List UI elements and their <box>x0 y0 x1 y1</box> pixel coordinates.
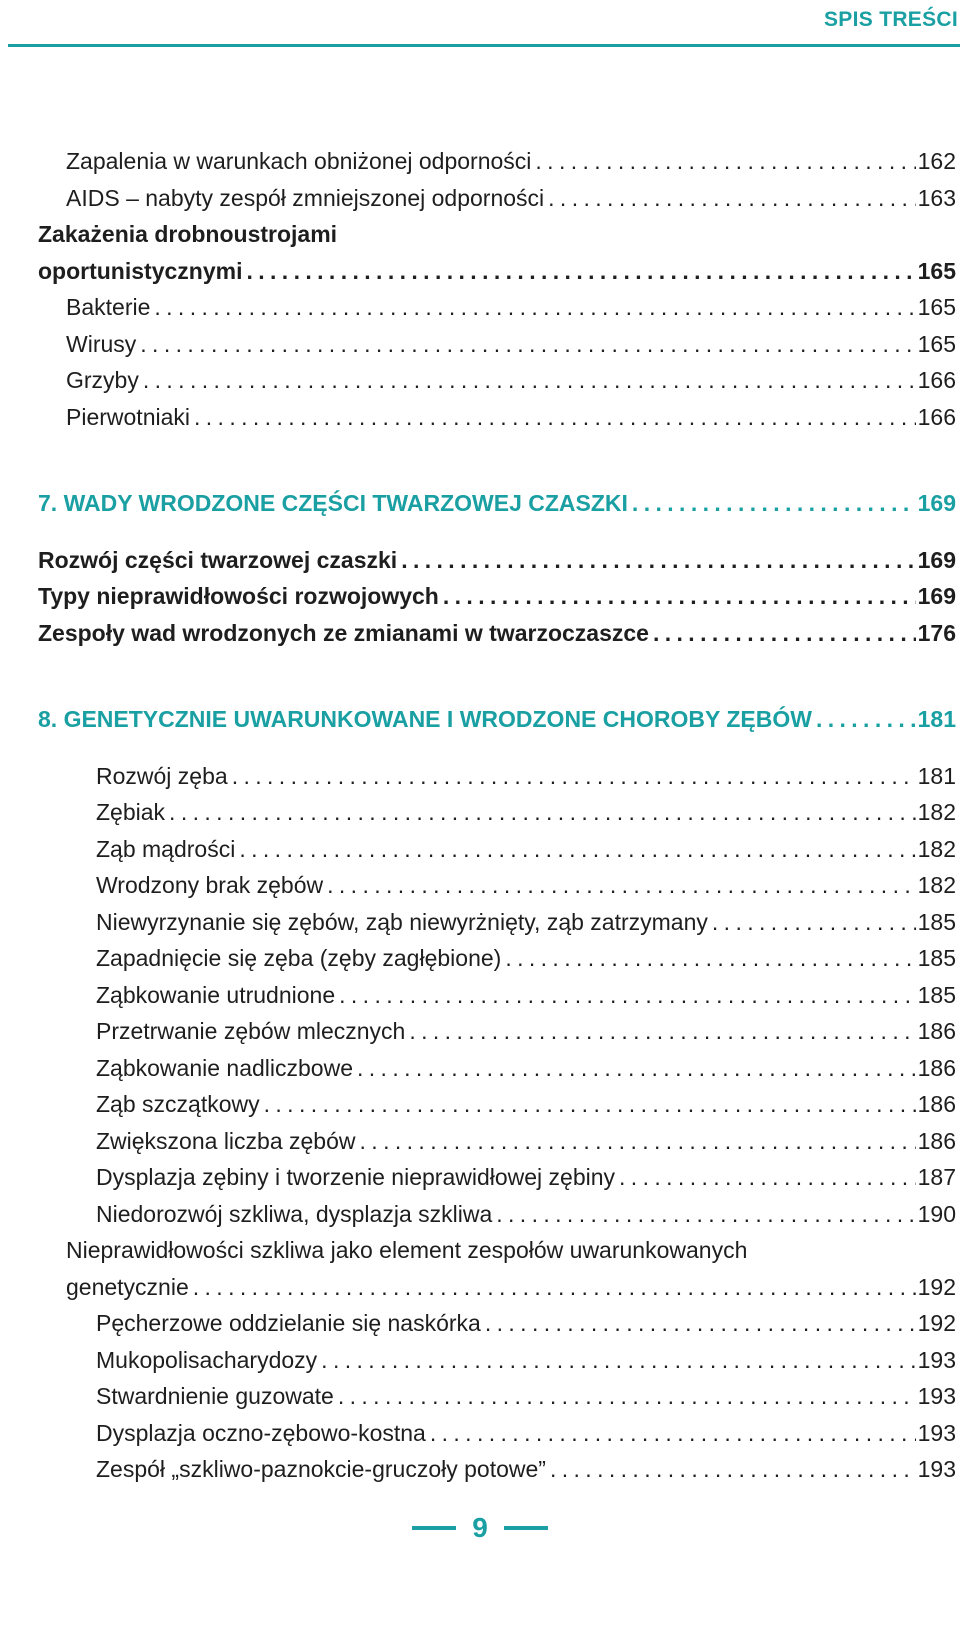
toc-entry-page: 185 <box>917 981 956 1008</box>
dot-leader <box>232 758 916 795</box>
dot-leader <box>443 578 916 615</box>
toc-entry-title: Niedorozwój szkliwa, dysplazja szkliwa <box>96 1200 493 1227</box>
toc-entry[interactable] <box>0 758 960 795</box>
toc-entry[interactable] <box>0 1123 960 1160</box>
toc-entry-title: Ząbkowanie nadliczbowe <box>96 1054 353 1081</box>
toc-entry-page: 169 <box>917 546 956 573</box>
toc-entry-title: Dysplazja zębiny i tworzenie nieprawidłowej zębiny <box>96 1164 616 1190</box>
header-divider <box>8 44 960 47</box>
toc-entry-page: 193 <box>917 1346 956 1373</box>
toc-entry[interactable] <box>0 940 960 977</box>
toc-entry-page: 182 <box>917 835 956 862</box>
toc-entry[interactable] <box>0 289 960 326</box>
toc-entry[interactable] <box>0 1305 960 1342</box>
toc-entry[interactable] <box>0 1378 960 1415</box>
toc-entry-page: 169 <box>917 583 956 609</box>
toc-entry-title: Przetrwanie zębów mlecznych <box>96 1018 406 1044</box>
dot-leader <box>360 1123 916 1160</box>
subsection-heading-page: 192 <box>917 1273 956 1300</box>
section-heading[interactable] <box>0 253 960 290</box>
toc-entry[interactable] <box>0 542 960 579</box>
dot-leader <box>143 362 916 399</box>
toc-entry-page: 185 <box>917 908 956 935</box>
toc-entry-title: Stwardnienie guzowate <box>96 1383 334 1409</box>
dot-leader <box>632 485 916 522</box>
toc-entry[interactable] <box>0 362 960 399</box>
toc-entry-page: 186 <box>917 1018 956 1044</box>
dot-leader <box>321 1342 915 1379</box>
toc-entry[interactable] <box>0 831 960 868</box>
toc-entry[interactable] <box>0 1086 960 1123</box>
page-number: 9 <box>472 1512 488 1543</box>
footer-dash-left <box>412 1526 456 1530</box>
toc-entry-title: Wrodzony brak zębów <box>96 872 324 898</box>
toc-entry-page: 163 <box>917 184 956 211</box>
dot-leader <box>154 289 915 326</box>
toc-entry[interactable] <box>0 143 960 180</box>
section-heading-page: 165 <box>917 257 956 284</box>
toc-entry-title: Zespół „szkliwo-paznokcie-gruczoły potowe” <box>96 1456 546 1482</box>
dot-leader <box>357 1050 916 1087</box>
dot-leader <box>327 867 916 904</box>
toc-entry-page: 166 <box>917 403 956 430</box>
toc-entry[interactable] <box>0 904 960 941</box>
dot-leader <box>535 143 915 180</box>
dot-leader <box>485 1305 916 1342</box>
toc-entry-title: Zapalenia w warunkach obniżonej odporności <box>66 148 532 174</box>
page-footer <box>0 1508 960 1548</box>
subsection-heading[interactable] <box>0 1269 960 1306</box>
toc-entry-page: 193 <box>917 1383 956 1409</box>
toc-entry-title: Zwiększona liczba zębów <box>96 1127 356 1154</box>
toc-entry[interactable] <box>0 1159 960 1196</box>
toc-entry-title: Dysplazja oczno-zębowo-kostna <box>96 1419 426 1446</box>
toc-entry[interactable] <box>0 180 960 217</box>
toc-entry[interactable] <box>0 615 960 652</box>
dot-leader <box>246 253 915 290</box>
running-header-title: SPIS TREŚCI <box>824 8 958 31</box>
chapter-title: 7. WADY WRODZONE CZĘŚCI TWARZOWEJ CZASZKI <box>38 490 628 516</box>
section-heading-line1[interactable]: Zakażenia drobnoustrojami <box>38 221 338 247</box>
table-of-contents <box>0 143 960 1488</box>
toc-entry-title: Ząb szczątkowy <box>96 1091 260 1117</box>
toc-entry[interactable] <box>0 1050 960 1087</box>
toc-entry-title: Typy nieprawidłowości rozwojowych <box>38 583 439 609</box>
subsection-heading-line1[interactable]: Nieprawidłowości szkliwa jako element zespołów uwarunkowanych <box>66 1237 748 1263</box>
toc-entry-title: Wirusy <box>66 330 137 357</box>
chapter-page: 181 <box>917 706 956 732</box>
toc-entry-title: Zębiak <box>96 799 166 825</box>
toc-entry[interactable] <box>0 1196 960 1233</box>
toc-entry-page: 186 <box>917 1054 956 1081</box>
toc-entry[interactable] <box>0 1013 960 1050</box>
toc-entry[interactable] <box>0 326 960 363</box>
dot-leader <box>339 977 916 1014</box>
chapter-title: 8. GENETYCZNIE UWARUNKOWANE I WRODZONE CHOROBY ZĘBÓW <box>38 706 812 732</box>
toc-entry[interactable] <box>0 794 960 831</box>
toc-entry-page: 185 <box>917 945 956 971</box>
dot-leader <box>401 542 915 579</box>
toc-entry[interactable] <box>0 399 960 436</box>
dot-leader <box>712 904 916 941</box>
dot-leader <box>653 615 916 652</box>
toc-entry-title: Pierwotniaki <box>66 403 190 430</box>
chapter-page: 169 <box>917 490 956 516</box>
toc-entry[interactable] <box>0 977 960 1014</box>
toc-entry-title: Niewyrzynanie się zębów, ząb niewyrżnięty, ząb zatrzymany <box>96 908 708 935</box>
footer-dash-right <box>504 1526 548 1530</box>
dot-leader <box>169 794 916 831</box>
dot-leader <box>140 326 915 363</box>
toc-entry-page: 182 <box>917 872 956 898</box>
toc-entry-title: Ząb mądrości <box>96 835 236 862</box>
toc-entry-page: 165 <box>917 330 956 357</box>
dot-leader <box>505 940 915 977</box>
toc-entry-page: 166 <box>917 367 956 393</box>
dot-leader <box>496 1196 915 1233</box>
toc-entry-page: 187 <box>917 1164 956 1190</box>
toc-entry[interactable] <box>0 1342 960 1379</box>
toc-entry-title: Zapadnięcie się zęba (zęby zagłębione) <box>96 945 502 971</box>
toc-entry-page: 182 <box>917 799 956 825</box>
dot-leader <box>409 1013 915 1050</box>
dot-leader <box>264 1086 916 1123</box>
toc-entry-title: Bakterie <box>66 294 151 320</box>
toc-entry-page: 190 <box>917 1200 956 1227</box>
dot-leader <box>619 1159 916 1196</box>
toc-entry-title: Ząbkowanie utrudnione <box>96 981 336 1008</box>
dot-leader <box>550 1451 916 1488</box>
dot-leader <box>430 1415 916 1452</box>
toc-entry-title: Mukopolisacharydozy <box>96 1346 318 1373</box>
section-heading-title: oportunistycznymi <box>38 257 243 284</box>
dot-leader <box>193 1269 916 1306</box>
dot-leader <box>816 701 916 738</box>
toc-entry-page: 162 <box>917 148 956 174</box>
toc-entry-title: Grzyby <box>66 367 139 393</box>
toc-entry-title: Rozwój części twarzowej czaszki <box>38 546 398 573</box>
toc-entry-page: 186 <box>917 1127 956 1154</box>
toc-entry-title: AIDS – nabyty zespół zmniejszonej odporności <box>66 184 545 211</box>
toc-entry[interactable] <box>0 867 960 904</box>
dot-leader <box>338 1378 916 1415</box>
chapter-8-heading[interactable] <box>0 701 960 738</box>
dot-leader <box>194 399 916 436</box>
subsection-heading-title: genetycznie <box>66 1273 189 1300</box>
dot-leader <box>548 180 915 217</box>
toc-entry[interactable] <box>0 1451 960 1488</box>
chapter-7-heading[interactable] <box>0 485 960 522</box>
dot-leader <box>239 831 915 868</box>
toc-entry-title: Zespoły wad wrodzonych ze zmianami w twarzoczaszce <box>38 619 649 646</box>
toc-entry-page: 181 <box>917 762 956 789</box>
toc-entry-page: 186 <box>917 1091 956 1117</box>
toc-entry-title: Rozwój zęba <box>96 762 228 789</box>
toc-entry-page: 165 <box>917 294 956 320</box>
toc-entry[interactable] <box>0 1415 960 1452</box>
toc-entry-page: 176 <box>917 619 956 646</box>
toc-entry-title: Pęcherzowe oddzielanie się naskórka <box>96 1310 481 1336</box>
toc-entry-page: 193 <box>917 1456 956 1482</box>
toc-entry[interactable] <box>0 578 960 615</box>
toc-entry-page: 192 <box>917 1310 956 1336</box>
toc-entry-page: 193 <box>917 1419 956 1446</box>
